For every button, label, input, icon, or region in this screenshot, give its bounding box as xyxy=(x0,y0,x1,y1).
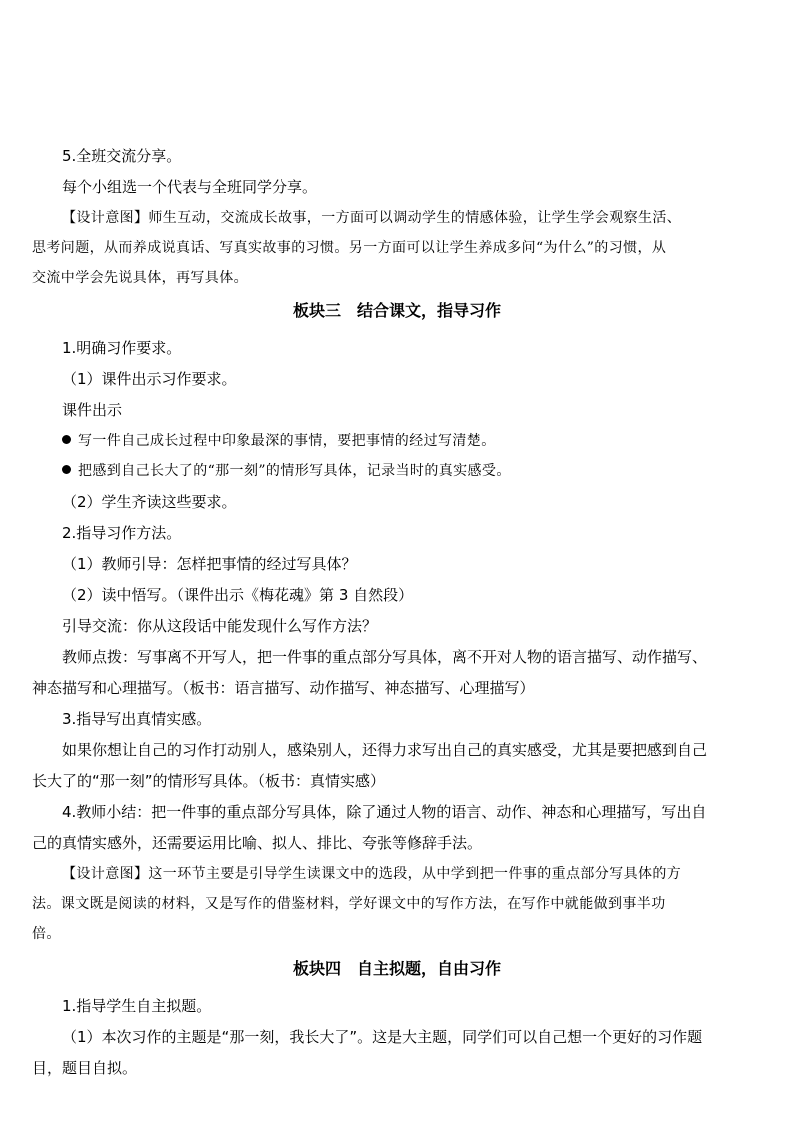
design-intent-line: 【设计意图】这一环节主要是引导学生读课文中的选段，从中学到把一件事的重点部分写具体的方 xyxy=(62,866,682,882)
text-line: 1.明确习作要求。 xyxy=(62,339,182,357)
text-line: （2）学生齐读这些要求。 xyxy=(62,493,237,511)
design-intent-line: 倍。 xyxy=(32,926,61,942)
text-line: 引导交流：你从这段话中能发现什么写作方法？ xyxy=(62,617,378,635)
design-intent-line: 【设计意图】师生互动，交流成长故事，一方面可以调动学生的情感体验，让学生学会观察生活、 xyxy=(62,210,682,226)
text-line: 神态描写和心理描写。（板书：语言描写、动作描写、神态描写、心理描写） xyxy=(32,679,535,697)
text-line: 教师点拨：写事离不开写人，把一件事的重点部分写具体，离不开对人物的语言描写、动作描写、 xyxy=(62,648,708,666)
section-heading: 板块三 结合课文，指导习作 xyxy=(292,301,501,320)
bullet-icon xyxy=(62,435,71,444)
text-line: 3.指导写出真情实感。 xyxy=(62,710,212,728)
text-line: 4.教师小结：把一件事的重点部分写具体，除了通过人物的语言、动作、神态和心理描写，写出自 xyxy=(62,803,707,821)
text-line: （1）教师引导：怎样把事情的经过写具体？ xyxy=(62,555,357,573)
text-line: 2.指导习作方法。 xyxy=(62,524,182,542)
section-heading: 板块四 自主拟题，自由习作 xyxy=(292,959,501,978)
text-line: （1）课件出示习作要求。 xyxy=(62,370,237,388)
text-line: （1）本次习作的主题是“那一刻，我长大了”。这是大主题，同学们可以自己想一个更好的习作题 xyxy=(62,1028,703,1046)
text-line: 每个小组选一个代表与全班同学分享。 xyxy=(62,178,318,196)
design-intent-line: 法。课文既是阅读的材料，又是写作的借鉴材料，学好课文中的写作方法，在写作中就能做到事半功 xyxy=(32,896,666,912)
text-line: 1.指导学生自主拟题。 xyxy=(62,997,212,1015)
text-line: 己的真情实感外，还需要运用比喻、拟人、排比、夸张等修辞手法。 xyxy=(32,834,483,852)
design-intent-line: 思考问题，从而养成说真话、写真实故事的习惯。另一方面可以让学生养成多问“为什么”的习惯，从 xyxy=(32,240,667,256)
bullet-item: 写一件自己成长过程中印象最深的事情，要把事情的经过写清楚。 xyxy=(62,431,496,451)
text-line: 课件出示 xyxy=(62,401,123,419)
bullet-item: 把感到自己长大了的“那一刻”的情形写具体，记录当时的真实感受。 xyxy=(62,461,511,481)
text-line: 如果你想让自己的习作打动别人，感染别人，还得力求写出自己的真实感受，尤其是要把感到自己 xyxy=(62,741,708,759)
text-line: 长大了的“那一刻”的情形写具体。（板书：真情实感） xyxy=(32,772,386,790)
bullet-icon xyxy=(62,465,71,474)
text-line: （2）读中悟写。（课件出示《梅花魂》第 3 自然段） xyxy=(62,586,414,604)
design-intent-line: 交流中学会先说具体，再写具体。 xyxy=(32,270,248,286)
text-line: 目，题目自拟。 xyxy=(32,1059,138,1077)
text-line: 5.全班交流分享。 xyxy=(62,147,182,165)
